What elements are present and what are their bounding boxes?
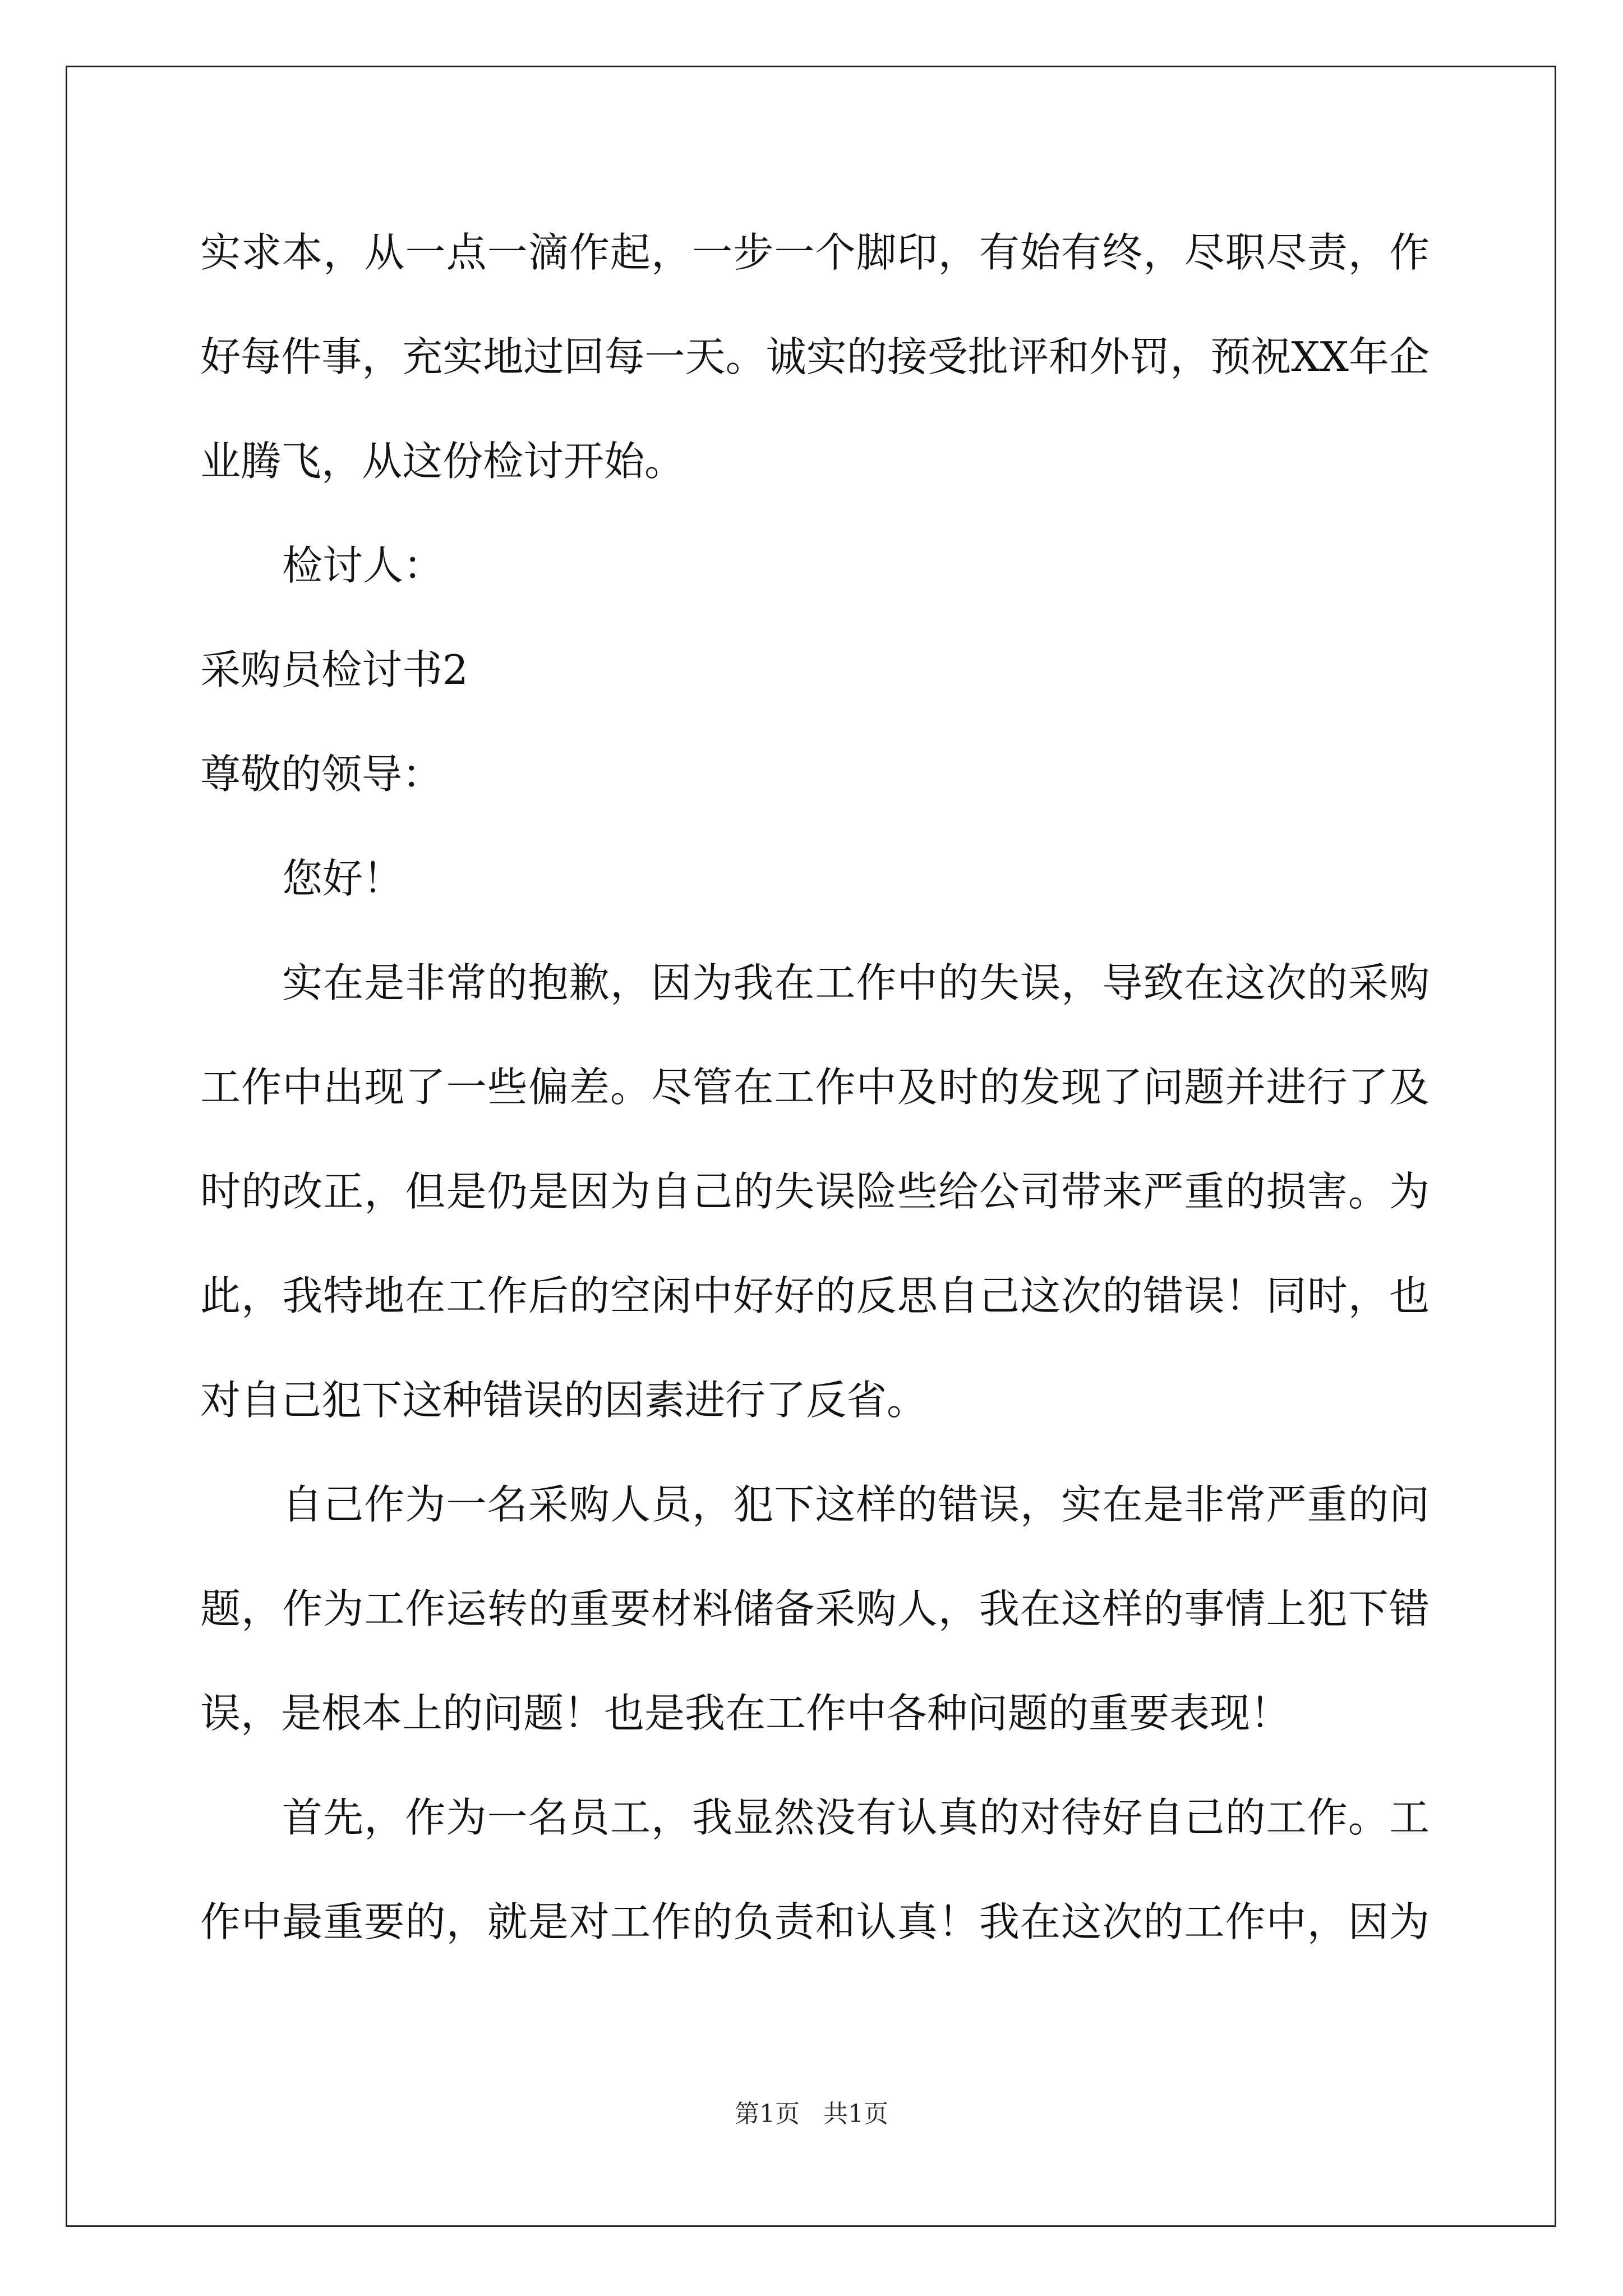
body-line-9: 工作中出现了一些偏差。尽管在工作中及时的发现了问题并进行了及 [200,1064,1430,1111]
signer-label: 检讨人： [282,542,444,589]
body-line-16: 首先，作为一名员工，我显然没有认真的对待好自己的工作。工 [282,1794,1430,1841]
body-line-15: 误，是根本上的问题！也是我在工作中各种问题的重要表现！ [200,1690,1291,1737]
section-title: 采购员检讨书2 [200,646,468,693]
page-total: 共1页 [823,2100,888,2128]
body-line-11: 此，我特地在工作后的空闲中好好的反思自己这次的错误！同时，也 [200,1272,1430,1319]
body-line-10: 时的改正，但是仍是因为自己的失误险些给公司带来严重的损害。为 [200,1168,1430,1215]
body-line-8: 实在是非常的抱歉，因为我在工作中的失误，导致在这次的采购 [282,959,1430,1006]
body-line-3: 业腾飞，从这份检讨开始。 [200,438,685,485]
body-line-17: 作中最重要的，就是对工作的负责和认真！我在这次的工作中，因为 [200,1898,1430,1945]
body-line-12: 对自己犯下这种错误的因素进行了反省。 [200,1377,928,1424]
salutation: 尊敬的领导： [200,751,443,798]
body-line-2: 好每件事，充实地过回每一天。诚实的接受批评和外罚，预祝XX年企 [200,333,1430,380]
body-line-13: 自己作为一名采购人员，犯下这样的错误，实在是非常严重的问 [282,1481,1430,1528]
greeting: 您好！ [282,855,404,902]
body-line-14: 题，作为工作运转的重要材料储备采购人，我在这样的事情上犯下错 [200,1585,1430,1632]
page-footer [0,2093,1623,2129]
page-number: 第1页 [735,2100,800,2128]
body-line-1: 实求本，从一点一滴作起，一步一个脚印，有始有终，尽职尽责，作 [200,229,1430,276]
